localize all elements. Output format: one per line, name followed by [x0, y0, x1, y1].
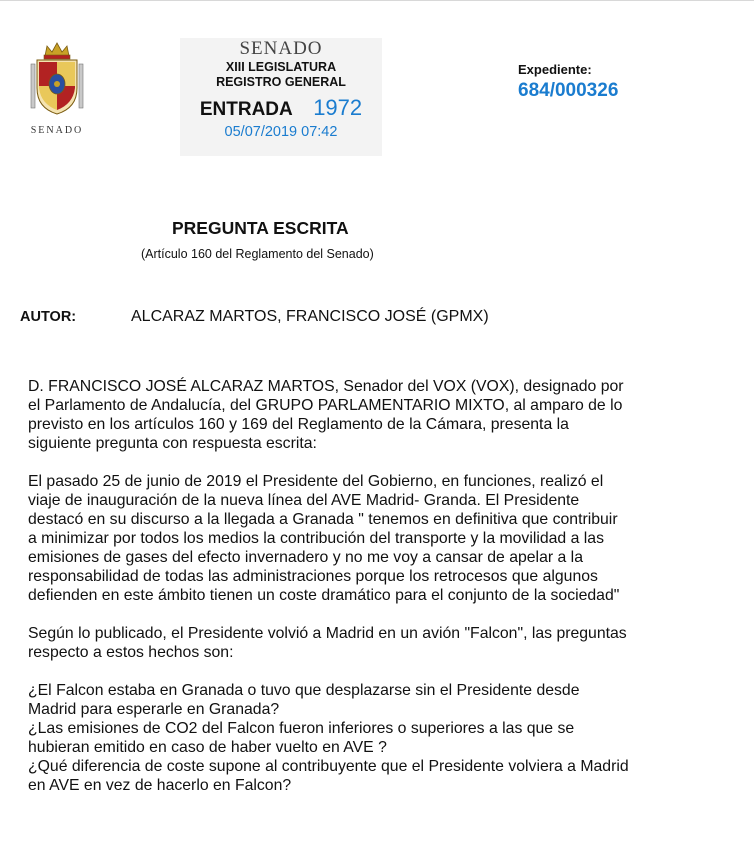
expediente-label: Expediente:	[518, 62, 592, 77]
registry-stamp	[180, 38, 382, 156]
context-paragraph: El pasado 25 de junio de 2019 el Presidente del Gobierno, en funciones, realizó el viaje de inauguración de la nueva línea del AVE Madrid- Granda. El Presidente destacó en su discurso a la llegada a Granada " tenemos en definitiva que contribuir a minimizar por todos los medios la contribución del transporte y la movilidad a las emisiones de gases del efecto invernadero y no me voy a cansar de apelar a la responsabilidad de todas las administraciones porque los retrocesos que algunos defienden en este ámbito tienen un coste dramático para el conjunto de la sociedad"	[28, 473, 620, 604]
senado-seal	[22, 38, 92, 136]
stamp-legislatura: XIII LEGISLATURA	[225, 60, 337, 74]
question-1: ¿El Falcon estaba en Granada o tuvo que desplazarse sin el Presidente desde Madrid para esperarle en Granada?	[28, 682, 580, 718]
stamp-registro: REGISTRO GENERAL	[216, 75, 346, 89]
document-body	[28, 377, 738, 795]
autor-value: ALCARAZ MARTOS, FRANCISCO JOSÉ (GPMX)	[131, 308, 489, 325]
stamp-entrada-number: 1972	[313, 95, 363, 120]
stamp-entrada-label: ENTRADA	[199, 99, 293, 120]
stamp-senado: SENADO	[239, 38, 323, 59]
expediente-block	[518, 62, 618, 102]
question-3: ¿Qué diferencia de coste supone al contribuyente que el Presidente volviera a Madrid en AVE en vez de hacerlo en Falcon?	[28, 758, 629, 794]
expediente-number: 684/000326	[518, 80, 619, 101]
intro-paragraph: D. FRANCISCO JOSÉ ALCARAZ MARTOS, Senador del VOX (VOX), designado por el Parlamento de Andalucía, del GRUPO PARLAMENTARIO MIXTO, al amparo de lo previsto en los artículos 160 y 169 del Reglamento de la Cámara, presenta la siguiente pregunta con respuesta escrita:	[28, 378, 624, 452]
questions-intro-paragraph: Según lo publicado, el Presidente volvió a Madrid en un avión "Falcon", las preguntas respecto a estos hechos son:	[28, 625, 627, 661]
stamp-entry-row	[180, 95, 382, 121]
coat-of-arms-icon	[29, 38, 85, 118]
top-divider	[0, 0, 754, 1]
document-subtitle: (Artículo 160 del Reglamento del Senado)	[141, 247, 374, 261]
document-title: PREGUNTA ESCRITA	[172, 218, 349, 238]
autor-label: AUTOR:	[20, 309, 77, 325]
seal-label: SENADO	[30, 125, 84, 136]
question-2: ¿Las emisiones de CO2 del Falcon fueron inferiores o superiores a las que se hubieran emitido en caso de haber vuelto en AVE ?	[28, 720, 575, 756]
stamp-datetime: 05/07/2019 07:42	[224, 124, 338, 140]
